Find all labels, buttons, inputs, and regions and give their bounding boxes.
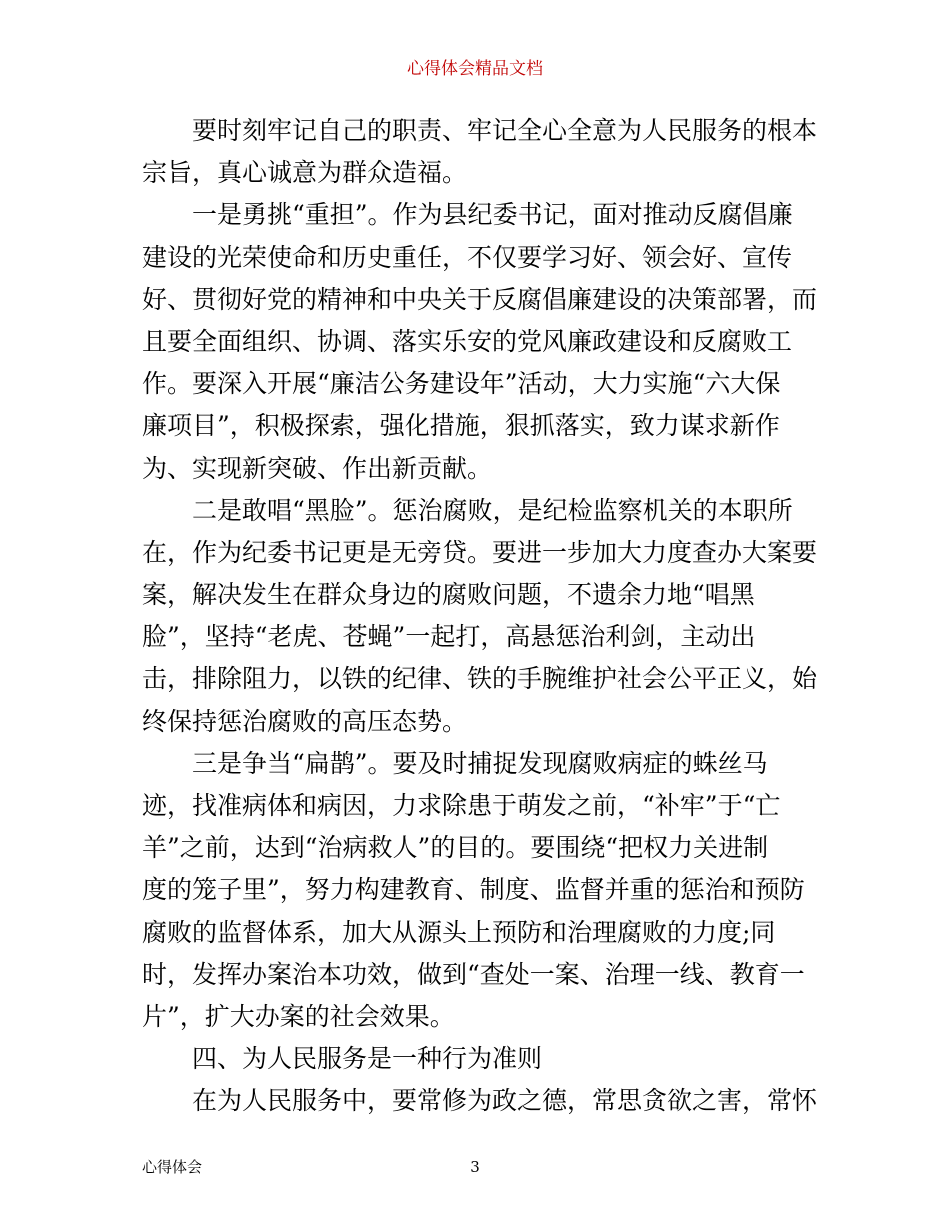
body-line: 时，发挥办案治本功效，做到“查处一案、治理一线、教育一: [142, 959, 805, 989]
body-line: 迹，找准病体和病因，力求除患于萌发之前，“补牢”于“亡: [142, 791, 781, 820]
body-line: 三是争当“扁鹊”。要及时捕捉发现腐败病症的蛛丝马: [192, 748, 768, 778]
body-line: 击，排除阻力，以铁的纪律、铁的手腕维护社会公平正义，始: [142, 664, 818, 694]
body-line: 要时刻牢记自己的职责、牢记全心全意为人民服务的根本: [192, 116, 818, 145]
body-line: 二是敢唱“黑脸”。惩治腐败，是纪检监察机关的本职所: [192, 495, 793, 525]
body-line: 在为人民服务中，要常修为政之德，常思贪欲之害，常怀: [192, 1086, 818, 1116]
footer-label: 心得体会: [142, 1158, 203, 1176]
body-line: 脸”，坚持“老虎、苍蝇”一起打，高悬惩治利剑，主动出: [142, 622, 756, 652]
body-line: 廉项目”，积极探索，强化措施，狠抓落实，致力谋求新作: [142, 411, 780, 441]
body-line: 终保持惩治腐败的高压态势。: [142, 706, 468, 736]
body-line: 在，作为纪委书记更是无旁贷。要进一步加大力度查办大案要: [142, 537, 818, 567]
body-line: 片”，扩大办案的社会效果。: [142, 1001, 455, 1031]
body-line: 建设的光荣使命和历史重任，不仅要学习好、领会好、宣传: [142, 242, 793, 272]
body-line: 羊”之前，达到“治病救人”的目的。要围绕“把权力关进制: [142, 833, 769, 863]
body-line: 为、实现新突破、作出新贡献。: [142, 453, 493, 483]
section-heading: 四、为人民服务是一种行为准则: [192, 1044, 543, 1074]
body-line: 度的笼子里”，努力构建教育、制度、监督并重的惩治和预防: [142, 875, 805, 905]
body-line: 一是勇挑“重担”。作为县纪委书记，面对推动反腐倡廉: [192, 200, 793, 230]
body-line: 宗旨，真心诚意为群众造福。: [142, 158, 468, 188]
body-line: 作。要深入开展“廉洁公务建设年”活动，大力实施“六大保: [142, 369, 781, 399]
page-number: 3: [470, 1158, 480, 1176]
body-line: 案，解决发生在群众身边的腐败问题，不遗余力地“唱黑: [142, 580, 755, 610]
body-line: 腐败的监督体系，加大从源头上预防和治理腐败的力度;同: [142, 917, 776, 947]
document-body: [142, 110, 818, 1123]
body-line: 且要全面组织、协调、落实乐安的党风廉政建设和反腐败工: [142, 326, 793, 356]
body-line: 好、贯彻好党的精神和中央关于反腐倡廉建设的决策部署，而: [142, 284, 818, 314]
page-header-title: 心得体会精品文档: [407, 59, 543, 79]
